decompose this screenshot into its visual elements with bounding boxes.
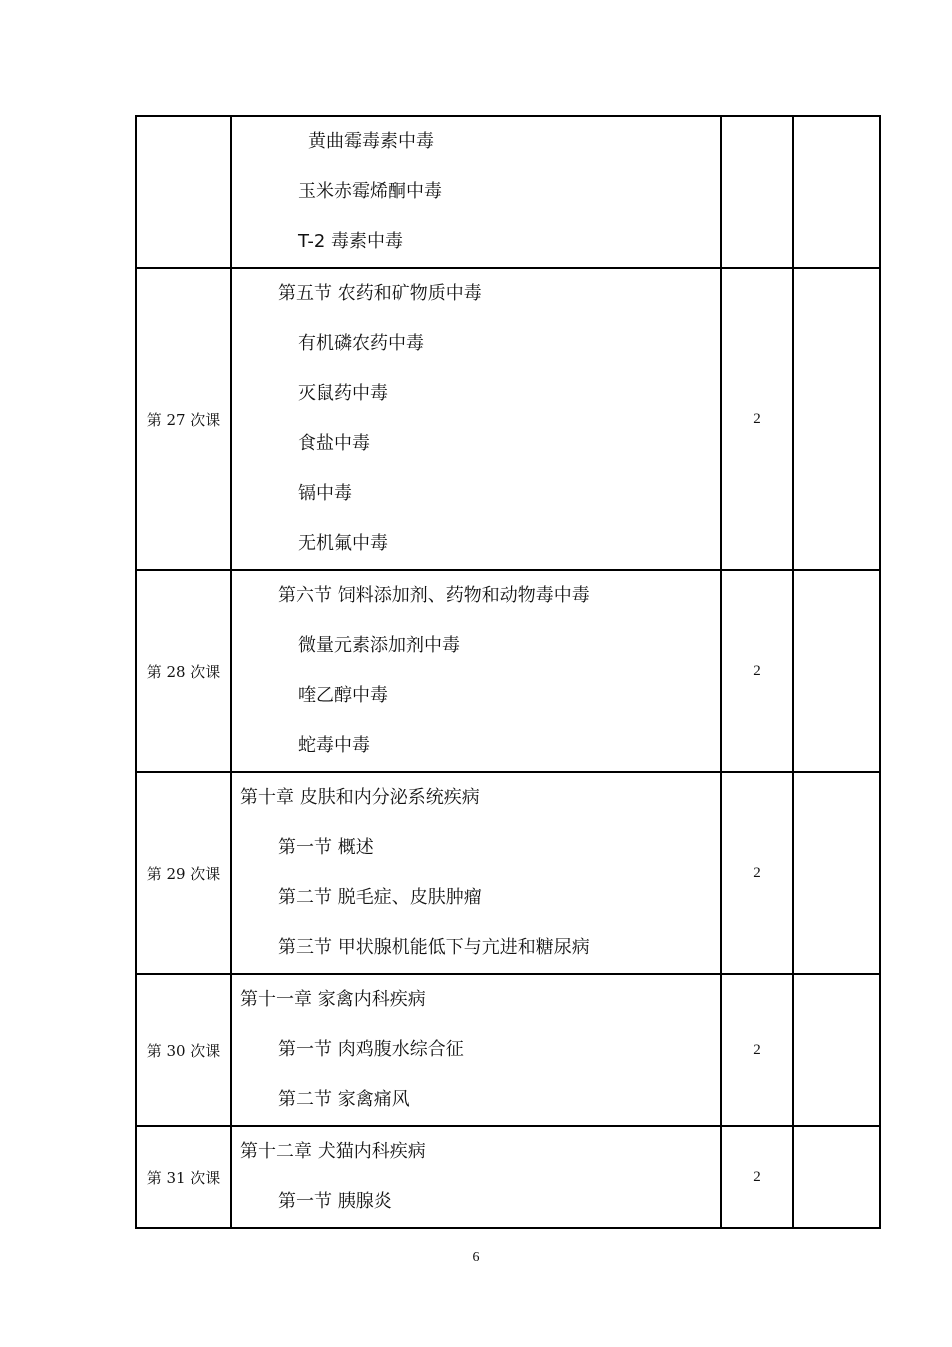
section-heading: 第二节 家禽痛风 [278,1089,410,1110]
topic-line: T-2 毒素中毒 [298,231,404,252]
note-cell [793,570,880,772]
content-cell [231,116,721,268]
lesson-cell: 第 30 次课 [136,974,231,1126]
course-schedule-table [135,115,881,1229]
table-row [136,116,880,268]
content-cell [231,974,721,1126]
table-row [136,570,880,772]
section-heading: 第三节 甲状腺机能低下与亢进和糖尿病 [278,937,590,958]
note-cell [793,116,880,268]
note-cell [793,268,880,570]
chapter-heading: 第十章 皮肤和内分泌系统疾病 [240,787,480,808]
chapter-heading: 第十二章 犬猫内科疾病 [240,1141,426,1162]
hours-cell: 2 [721,570,793,772]
section-heading: 第一节 概述 [278,837,374,858]
lesson-cell: 第 31 次课 [136,1126,231,1228]
page-number: 6 [472,1250,480,1265]
section-heading: 第一节 肉鸡腹水综合征 [278,1039,464,1060]
table-row [136,772,880,974]
topic-line: 玉米赤霉烯酮中毒 [298,181,442,202]
lesson-cell: 第 28 次课 [136,570,231,772]
topic-line: 食盐中毒 [298,433,370,454]
section-heading: 第六节 饲料添加剂、药物和动物毒中毒 [278,585,590,606]
content-cell [231,268,721,570]
note-cell [793,974,880,1126]
chapter-heading: 第十一章 家禽内科疾病 [240,989,426,1010]
hours-cell: 2 [721,772,793,974]
hours-cell: 2 [721,268,793,570]
hours-cell: 2 [721,1126,793,1228]
lesson-cell: 第 29 次课 [136,772,231,974]
topic-line: 黄曲霉毒素中毒 [308,131,434,152]
content-cell [231,1126,721,1228]
table-row [136,268,880,570]
hours-cell [721,116,793,268]
table-row [136,1126,880,1228]
topic-line: 微量元素添加剂中毒 [298,635,460,656]
lesson-cell [136,116,231,268]
section-heading: 第五节 农药和矿物质中毒 [278,283,482,304]
note-cell [793,1126,880,1228]
content-cell [231,772,721,974]
section-heading: 第一节 胰腺炎 [278,1191,392,1212]
section-heading: 第二节 脱毛症、皮肤肿瘤 [278,887,482,908]
lesson-cell: 第 27 次课 [136,268,231,570]
topic-line: 蛇毒中毒 [298,735,370,756]
topic-line: 有机磷农药中毒 [298,333,424,354]
topic-line: 喹乙醇中毒 [298,685,388,706]
topic-line: 无机氟中毒 [298,533,388,554]
content-cell [231,570,721,772]
note-cell [793,772,880,974]
topic-line: 灭鼠药中毒 [298,383,388,404]
topic-line: 镉中毒 [298,483,352,504]
table-row [136,974,880,1126]
hours-cell: 2 [721,974,793,1126]
